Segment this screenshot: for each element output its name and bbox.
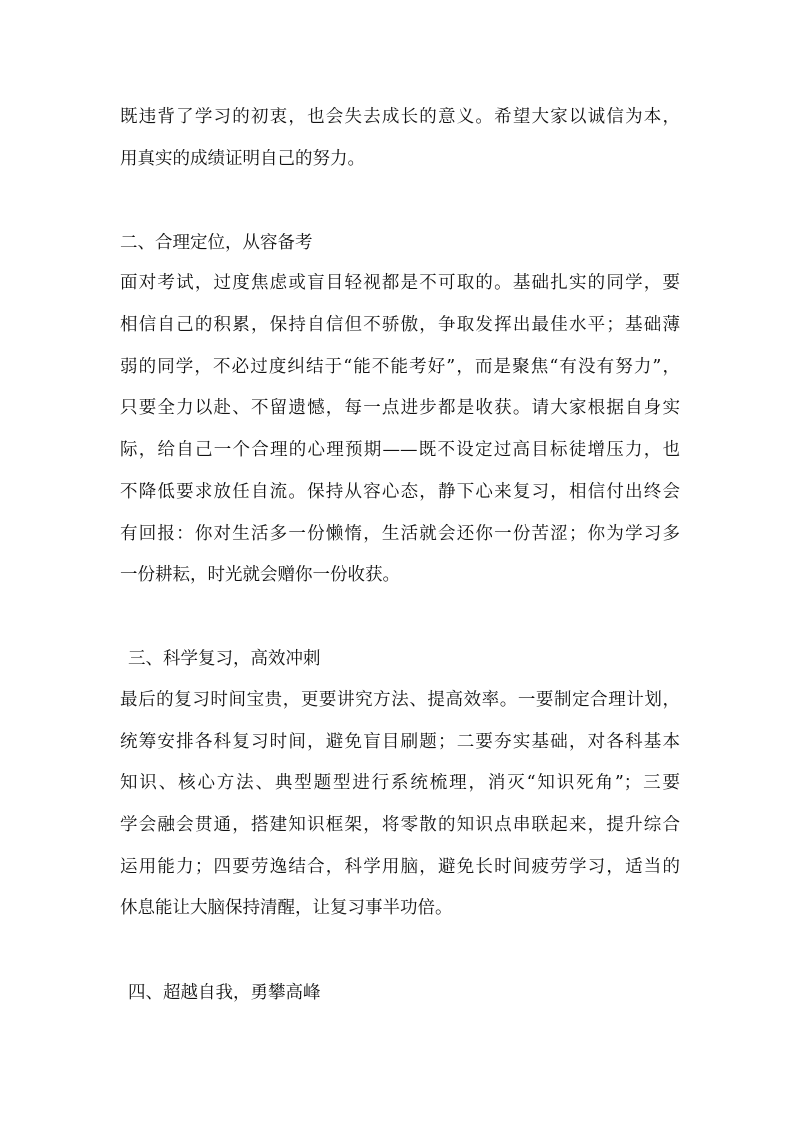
paragraph-line: 知识、核心方法、典型题型进行系统梳理，消灭“知识死角”；三要 (120, 773, 680, 793)
section-heading: 二、合理定位，从容备考 (120, 233, 313, 253)
paragraph-line: 一份耕耘，时光就会赠你一份收获。 (120, 565, 400, 585)
paragraph-line: 际，给自己一个合理的心理预期——既不设定过高目标徒增压力，也 (120, 440, 680, 460)
paragraph-line: 弱的同学，不必过度纠结于“能不能考好”，而是聚焦“有没有努力”， (120, 357, 680, 377)
section-heading: 四、超越自我，勇攀高峰 (128, 983, 321, 1003)
paragraph-line: 相信自己的积累，保持自信但不骄傲，争取发挥出最佳水平；基础薄 (120, 315, 680, 335)
paragraph-line: 统筹安排各科复习时间，避免盲目刷题；二要夯实基础，对各科基本 (120, 732, 680, 752)
paragraph-line: 学会融会贯通，搭建知识框架，将零散的知识点串联起来，提升综合 (120, 815, 680, 835)
section-heading: 三、科学复习，高效冲刺 (128, 649, 321, 669)
paragraph-line: 面对考试，过度焦虑或盲目轻视都是不可取的。基础扎实的同学，要 (120, 273, 680, 293)
paragraph-line: 既违背了学习的初衷，也会失去成长的意义。希望大家以诚信为本， (120, 107, 680, 127)
paragraph-line: 有回报：你对生活多一份懒惰，生活就会还你一份苦涩；你为学习多 (120, 524, 680, 544)
paragraph-line: 用真实的成绩证明自己的努力。 (120, 149, 365, 169)
paragraph-line: 最后的复习时间宝贵，更要讲究方法、提高效率。一要制定合理计划， (120, 690, 680, 710)
paragraph-line: 不降低要求放任自流。保持从容心态，静下心来复习，相信付出终会 (120, 482, 680, 502)
paragraph-line: 运用能力；四要劳逸结合，科学用脑，避免长时间疲劳学习，适当的 (120, 857, 680, 877)
paragraph-line: 休息能让大脑保持清醒，让复习事半功倍。 (120, 898, 453, 918)
paragraph-line: 只要全力以赴、不留遗憾，每一点进步都是收获。请大家根据自身实 (120, 398, 680, 418)
